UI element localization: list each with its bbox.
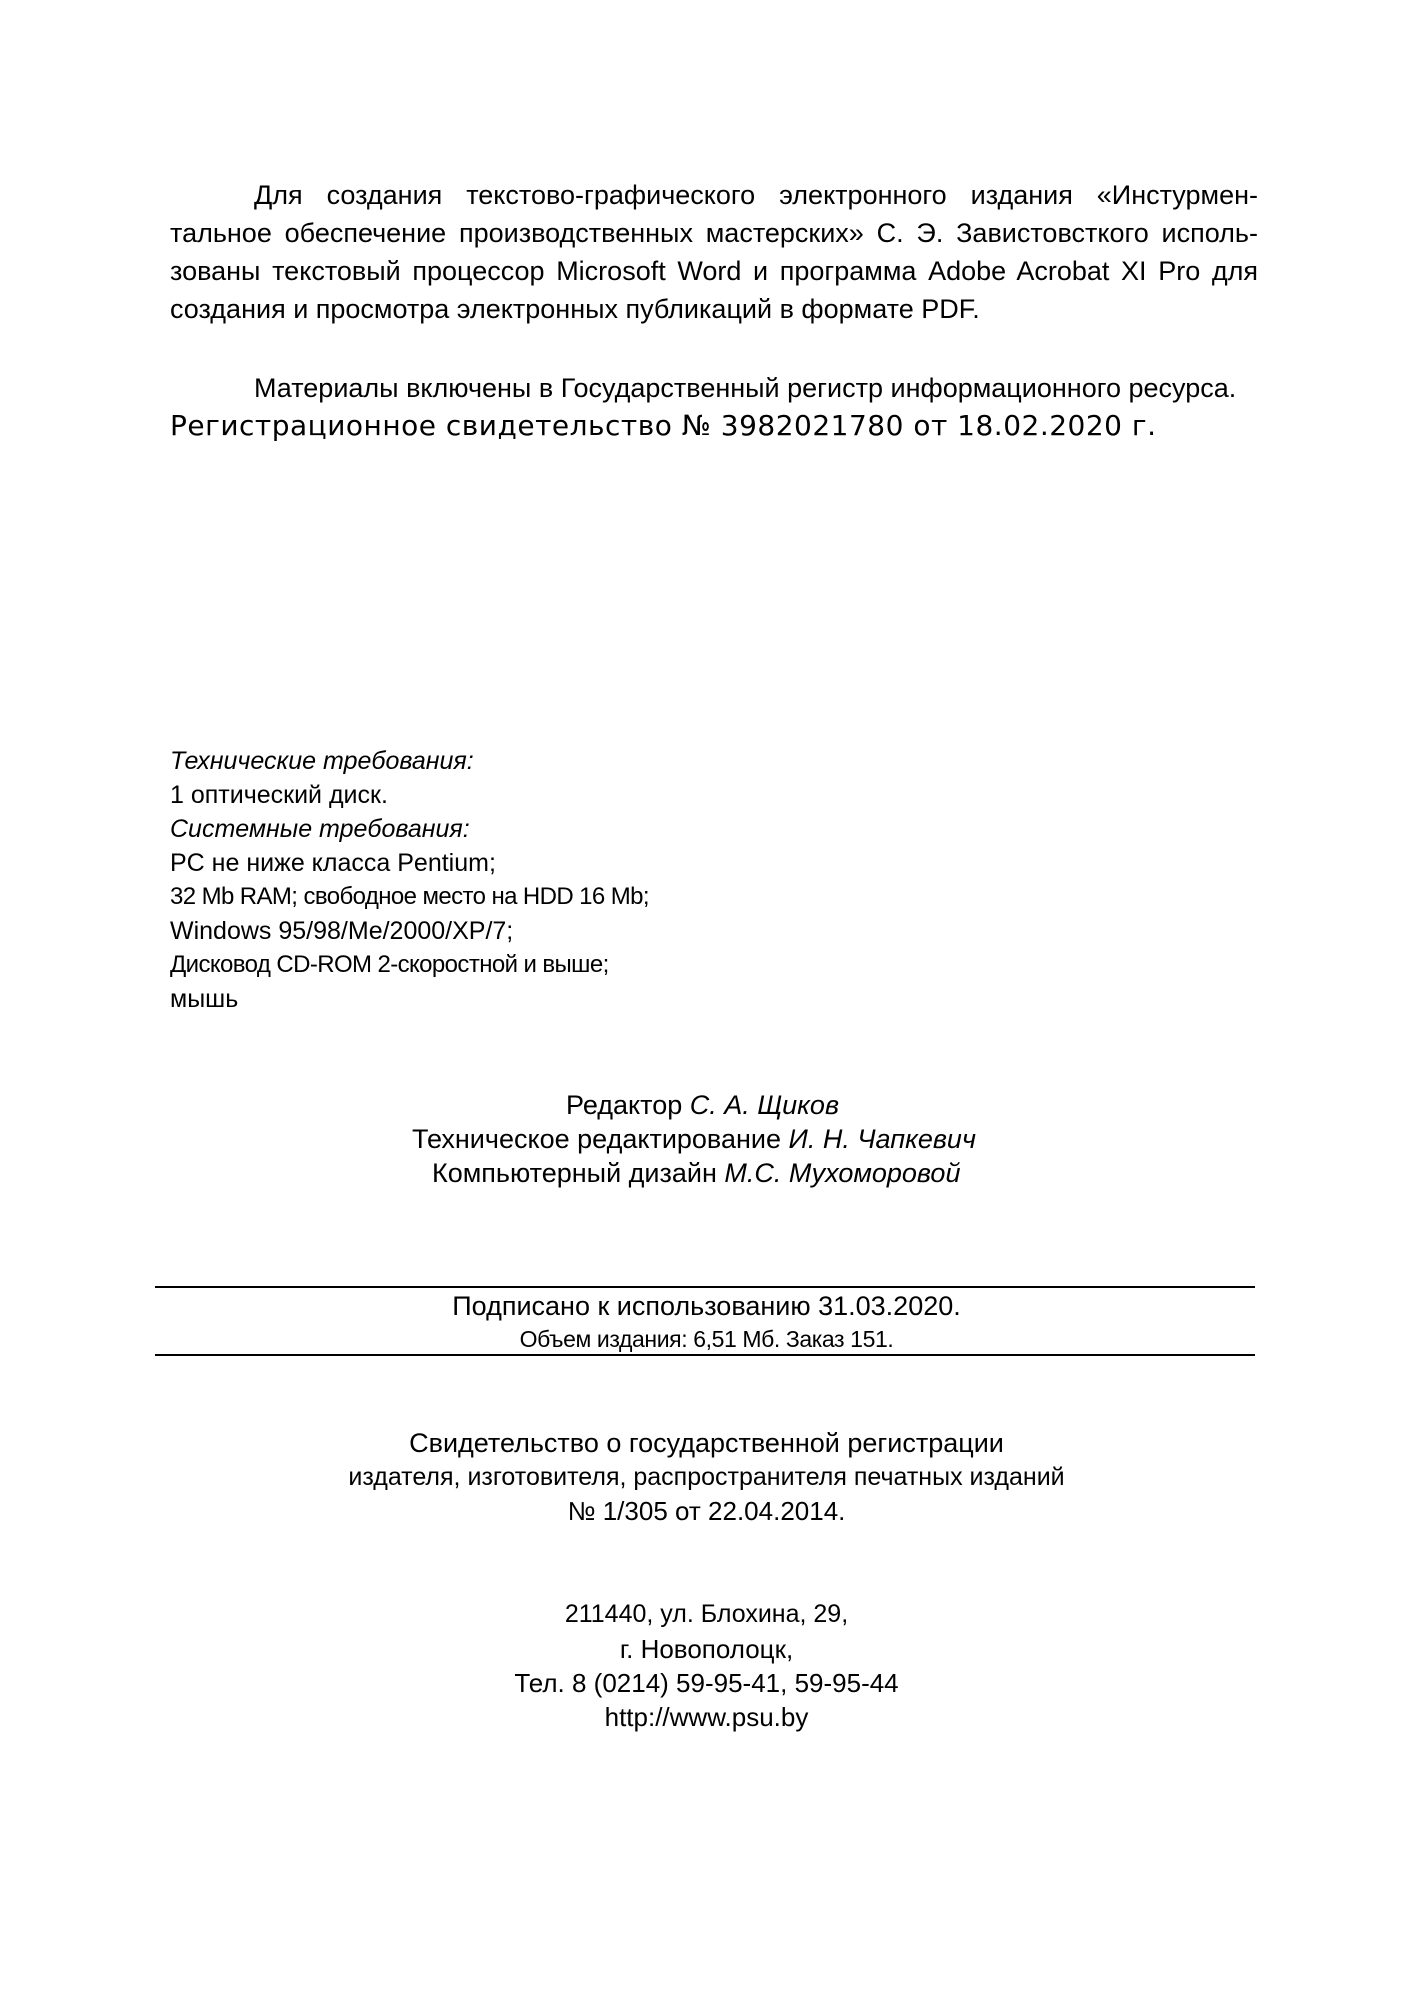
os-requirement: Windows 95/98/Me/2000/XP/7; [170, 917, 514, 945]
top-rule [155, 1286, 1255, 1288]
editor-label: Редактор [566, 1090, 690, 1120]
registry-certificate: Регистрационное свидетельство № 3982021780 от 18.02.2020 г. [170, 409, 1157, 442]
intro-paragraph [170, 176, 1258, 328]
disk-requirement: 1 оптический диск. [170, 781, 388, 809]
certificate-line-3: № 1/305 от 22.04.2014. [567, 1496, 846, 1526]
signed-line-2: Объем издания: 6,51 Мб. Заказ 151. [519, 1326, 894, 1352]
intro-line-3: зованы текстовый процессор Microsoft Word и программа Adobe Acrobat XI Pro для [170, 256, 1258, 286]
editor-name: С. А. Щиков [689, 1090, 840, 1120]
requirements-block [170, 744, 649, 1016]
certificate-line-2: издателя, изготовителя, распространителя печатных изданий [348, 1463, 1065, 1491]
cpu-requirement: PC не ниже класса Pentium; [170, 849, 496, 877]
certificate-line-1: Свидетельство о государственной регистрации [409, 1428, 1004, 1458]
mouse-requirement: мышь [170, 985, 239, 1013]
editor-credit [566, 1088, 839, 1123]
intro-text [170, 176, 1258, 328]
tech-edit-label: Техническое редактирование [412, 1124, 789, 1154]
design-label: Компьютерный дизайн [432, 1158, 725, 1188]
website-link[interactable]: http://www.psu.by [604, 1702, 809, 1732]
intro-line-1: Для создания текстово-графического электронного издания «Инстурмен- [254, 180, 1258, 210]
ram-requirement: 32 Mb RAM; свободное место на HDD 16 Mb; [170, 883, 649, 910]
intro-line-2: тальное обеспечение производственных мастерских» С. Э. Завистовсткого исполь- [170, 218, 1258, 248]
intro-line-4: создания и просмотра электронных публикаций в формате PDF. [170, 294, 980, 324]
design-name: М.С. Мухоморовой [724, 1158, 961, 1188]
technical-requirements-heading: Технические требования: [170, 747, 474, 775]
design-credit [432, 1156, 960, 1191]
phone-line: Тел. 8 (0214) 59-95-41, 59-95-44 [514, 1668, 899, 1698]
registry-block [170, 370, 1270, 444]
tech-edit-name: И. Н. Чапкевич [788, 1124, 976, 1154]
signed-line-1: Подписано к использованию 31.03.2020. [452, 1291, 961, 1321]
address-line-1: 211440, ул. Блохина, 29, [564, 1600, 849, 1628]
system-requirements-heading: Системные требования: [170, 815, 470, 843]
bottom-rule [155, 1354, 1255, 1356]
registry-line-1: Материалы включены в Государственный регистр информационного ресурса. [254, 373, 1237, 403]
address-line-2: г. Новополоцк, [619, 1634, 794, 1664]
tech-edit-credit [412, 1122, 976, 1157]
drive-requirement: Дисковод CD-ROM 2-скоростной и выше; [170, 951, 609, 978]
